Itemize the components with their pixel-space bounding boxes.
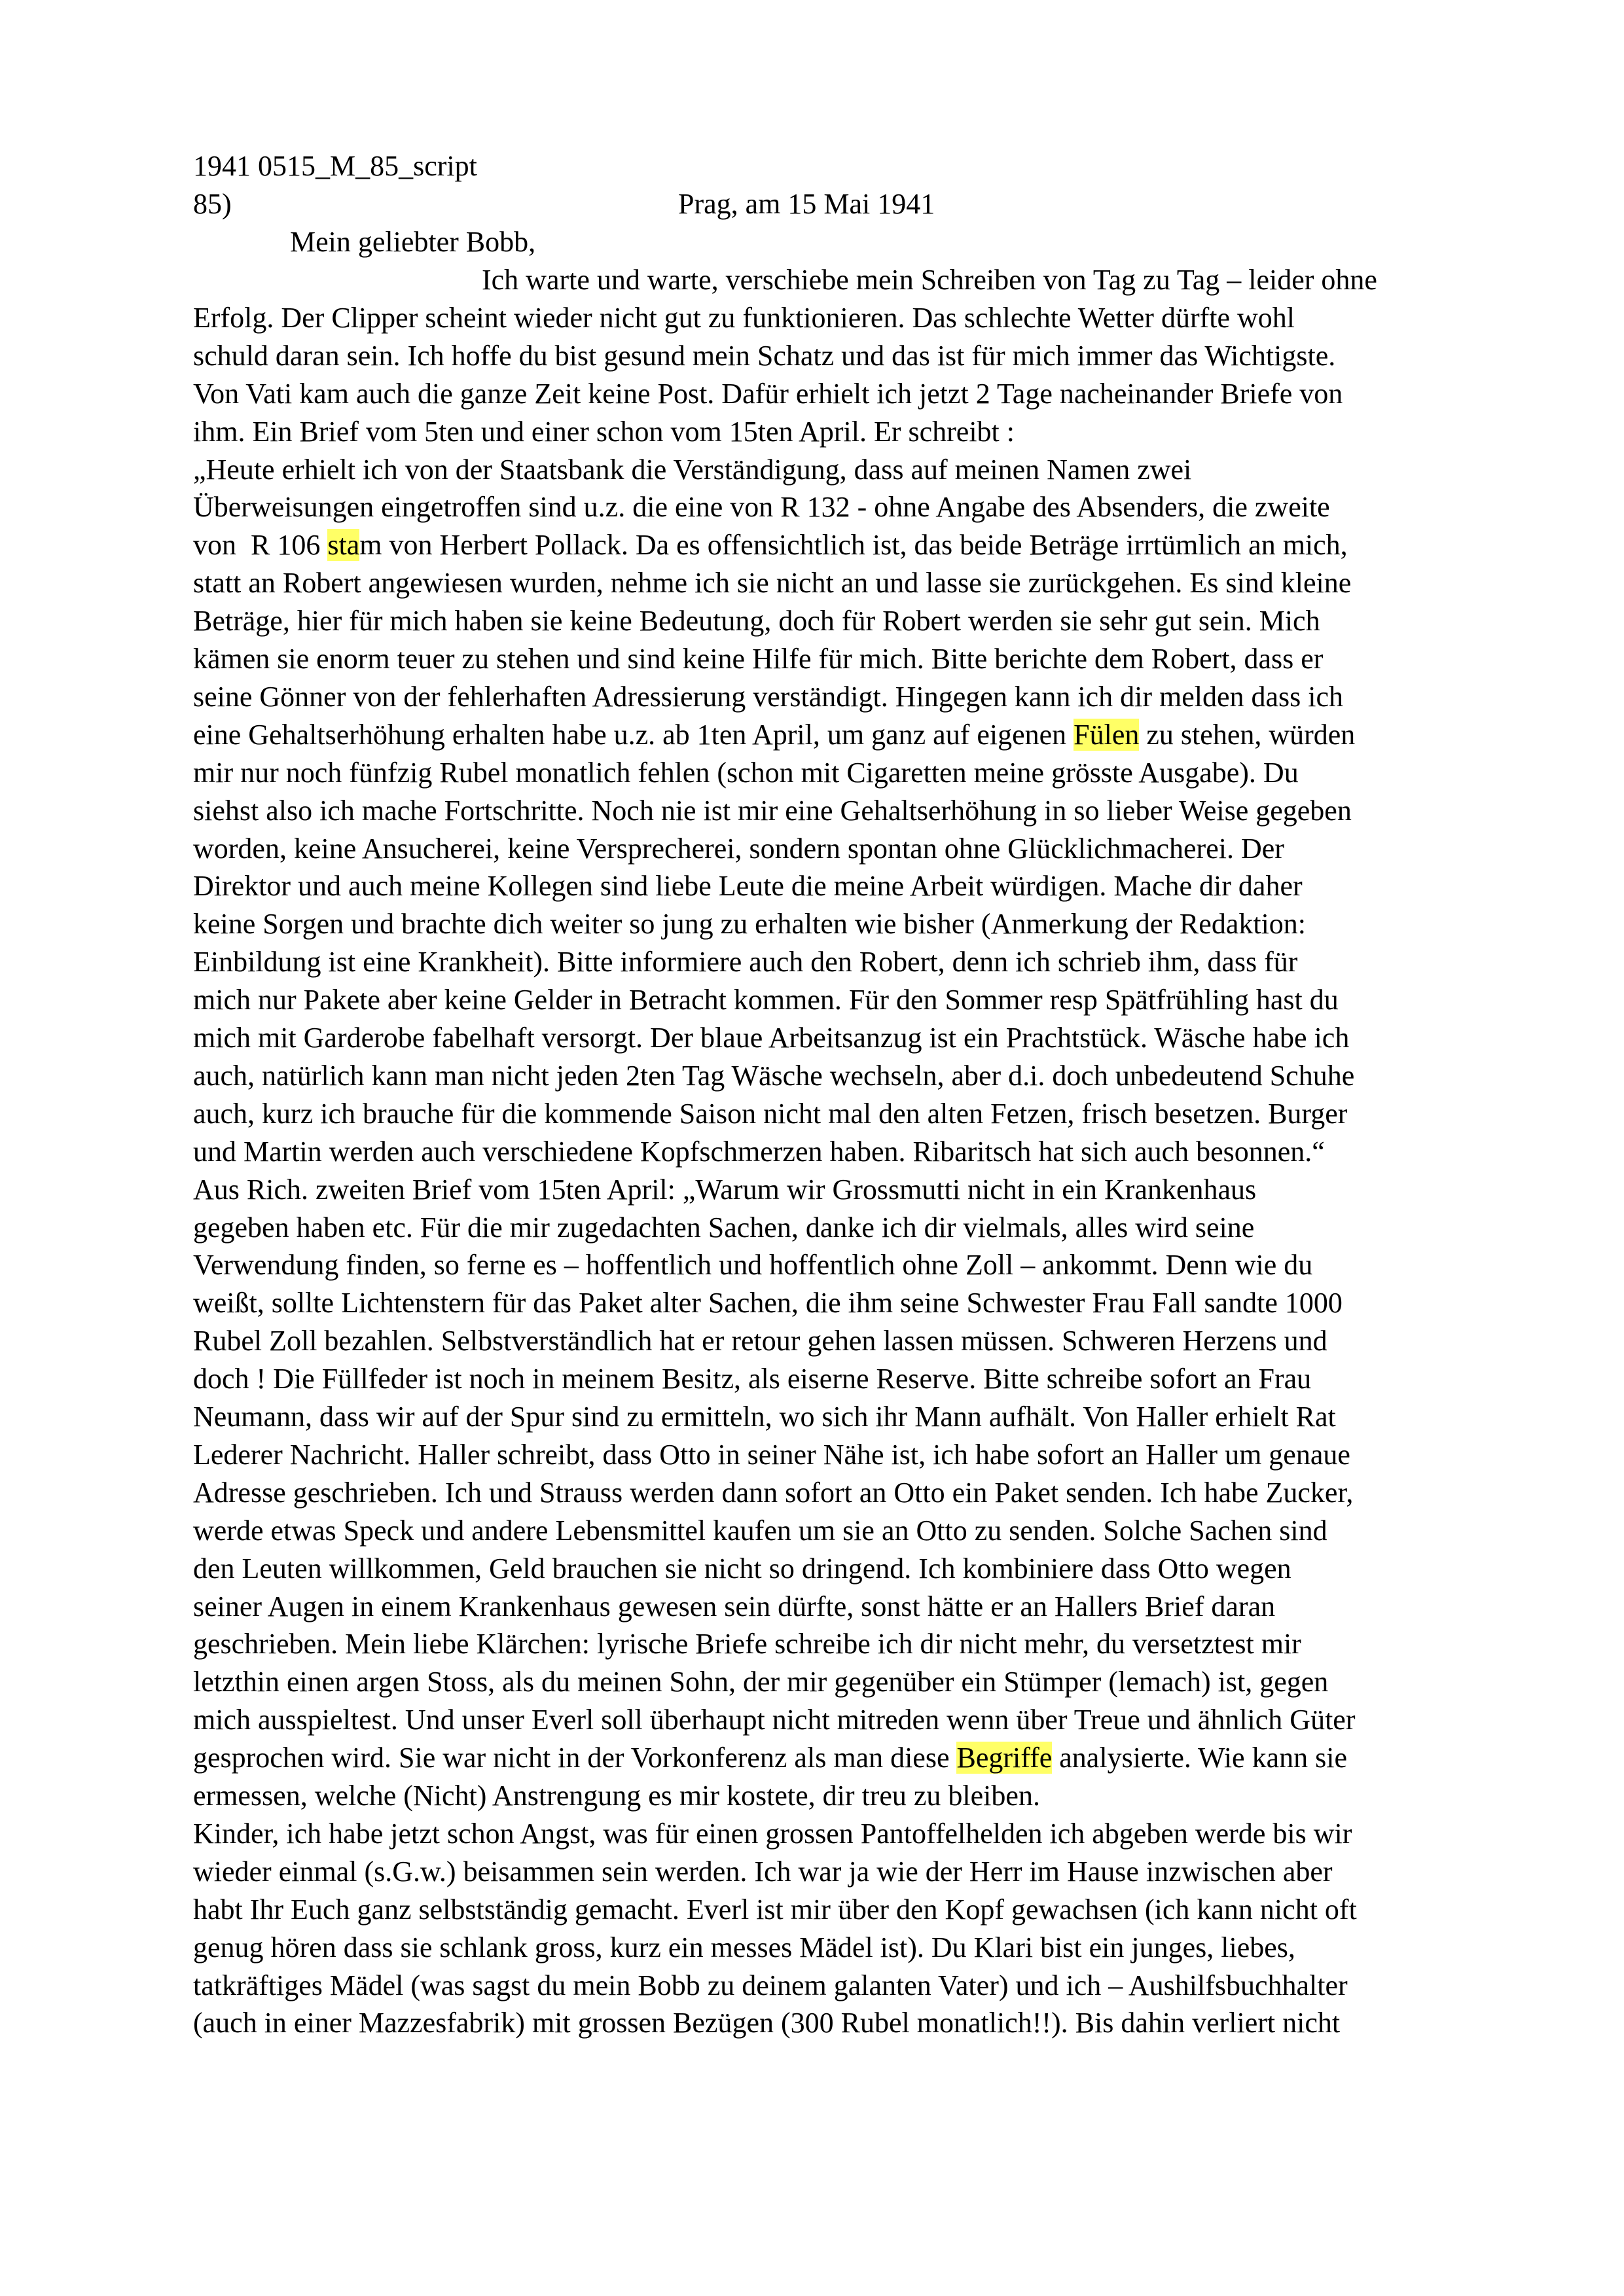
highlighted-word: Begriffe xyxy=(956,1742,1053,1774)
text-line: kämen sie enorm teuer zu stehen und sind keine Hilfe für mich. Bitte berichte dem Robert, dass er xyxy=(193,643,1324,675)
text-line: worden, keine Ansucherei, keine Versprecherei, sondern spontan ohne Glücklichmacherei. Der xyxy=(193,833,1284,865)
text-line: habt Ihr Euch ganz selbstständig gemacht. Everl ist mir über den Kopf gewachsen (ich kann nicht oft xyxy=(193,1893,1357,1926)
highlighted-word: sta xyxy=(327,529,360,561)
text-line xyxy=(193,717,1355,753)
text-line xyxy=(193,527,1348,564)
text-line: Direktor und auch meine Kollegen sind liebe Leute die meine Arbeit würdigen. Mache dir daher xyxy=(193,870,1303,902)
text-line: tatkräftiges Mädel (was sagst du mein Bobb zu deinem galanten Vater) und ich – Aushilfsbuchhalter xyxy=(193,1969,1348,2001)
salutation: Mein geliebter Bobb, xyxy=(290,226,536,258)
text-line: keine Sorgen und brachte dich weiter so jung zu erhalten wie bisher (Anmerkung der Redaktion: xyxy=(193,908,1307,940)
text-line: statt an Robert angewiesen wurden, nehme ich sie nicht an und lasse sie zurückgehen. Es sind kleine xyxy=(193,567,1352,599)
text-line xyxy=(193,1740,1347,1776)
text-line: und Martin werden auch verschiedene Kopfschmerzen haben. Ribaritsch hat sich auch besonnen.“ xyxy=(193,1136,1325,1168)
text-line: schuld daran sein. Ich hoffe du bist gesund mein Schatz und das ist für mich immer das Wichtigste. xyxy=(193,340,1336,372)
text-line: Überweisungen eingetroffen sind u.z. die eine von R 132 - ohne Angabe des Absenders, die zweite xyxy=(193,491,1330,523)
text-line: ihm. Ein Brief vom 5ten und einer schon vom 15ten April. Er schreibt : xyxy=(193,416,1015,448)
text-line: Neumann, dass wir auf der Spur sind zu ermitteln, wo sich ihr Mann aufhält. Von Haller erhielt Rat xyxy=(193,1401,1336,1433)
text-segment: von R 106 xyxy=(193,529,328,561)
text-line: Erfolg. Der Clipper scheint wieder nicht gut zu funktionieren. Das schlechte Wetter dürfte wohl xyxy=(193,302,1295,334)
text-line: Von Vati kam auch die ganze Zeit keine Post. Dafür erhielt ich jetzt 2 Tage nacheinander Briefe von xyxy=(193,378,1343,410)
text-line: gegeben haben etc. Für die mir zugedachten Sachen, danke ich dir vielmals, alles wird seine xyxy=(193,1211,1255,1244)
text-line: auch, natürlich kann man nicht jeden 2ten Tag Wäsche wechseln, aber d.i. doch unbedeutend Schuhe xyxy=(193,1060,1355,1092)
text-line: Kinder, ich habe jetzt schon Angst, was für einen grossen Pantoffelhelden ich abgeben werde bis wir xyxy=(193,1818,1352,1850)
text-line: ermessen, welche (Nicht) Anstrengung es mir kostete, dir treu zu bleiben. xyxy=(193,1780,1040,1812)
text-segment: eine Gehaltserhöhung erhalten habe u.z. ab 1ten April, um ganz auf eigenen xyxy=(193,719,1074,751)
text-segment: gesprochen wird. Sie war nicht in der Vorkonferenz als man diese xyxy=(193,1742,957,1774)
text-line: Lederer Nachricht. Haller schreibt, dass Otto in seiner Nähe ist, ich habe sofort an Haller um genaue xyxy=(193,1439,1350,1471)
document-id: 1941 0515_M_85_script xyxy=(193,150,477,182)
letter-number: 85) xyxy=(193,188,232,220)
text-line: weißt, sollte Lichtenstern für das Paket alter Sachen, die ihm seine Schwester Frau Fall sandte 1000 xyxy=(193,1287,1343,1319)
text-line: Verwendung finden, so ferne es – hoffentlich und hoffentlich ohne Zoll – ankommt. Denn wie du xyxy=(193,1249,1313,1281)
text-line: seiner Augen in einem Krankenhaus gewesen sein dürfte, sonst hätte er an Hallers Brief daran xyxy=(193,1590,1276,1623)
text-segment: zu stehen, würden xyxy=(1139,719,1356,751)
text-line: wieder einmal (s.G.w.) beisammen sein werden. Ich war ja wie der Herr im Hause inzwischen aber xyxy=(193,1856,1333,1888)
text-line: Adresse geschrieben. Ich und Strauss werden dann sofort an Otto ein Paket senden. Ich habe Zucker, xyxy=(193,1477,1354,1509)
highlighted-word: Fülen xyxy=(1074,719,1140,751)
text-line: Beträge, hier für mich haben sie keine Bedeutung, doch für Robert werden sie sehr gut sein. Mich xyxy=(193,605,1320,637)
text-segment: m von Herbert Pollack. Da es offensichtlich ist, das beide Beträge irrtümlich an mich, xyxy=(359,529,1348,561)
text-line: den Leuten willkommen, Geld brauchen sie nicht so dringend. Ich kombiniere dass Otto wegen xyxy=(193,1552,1291,1585)
text-line: Ich warte und warte, verschiebe mein Schreiben von Tag zu Tag – leider ohne xyxy=(482,264,1377,296)
text-line: Rubel Zoll bezahlen. Selbstverständlich hat er retour gehen lassen müssen. Schweren Herzens und xyxy=(193,1325,1327,1357)
text-line: Einbildung ist eine Krankheit). Bitte informiere auch den Robert, denn ich schrieb ihm, dass für xyxy=(193,946,1298,978)
text-line: werde etwas Speck und andere Lebensmittel kaufen um sie an Otto zu senden. Solche Sachen sind xyxy=(193,1515,1327,1547)
text-line: doch ! Die Füllfeder ist noch in meinem Besitz, als eiserne Reserve. Bitte schreibe sofort an Frau xyxy=(193,1363,1312,1395)
text-line: siehst also ich mache Fortschritte. Noch nie ist mir eine Gehaltserhöhung in so lieber Weise gegeben xyxy=(193,795,1352,827)
text-line: (auch in einer Mazzesfabrik) mit grossen Bezügen (300 Rubel monatlich!!). Bis dahin verliert nicht xyxy=(193,2007,1341,2039)
text-line: mich nur Pakete aber keine Gelder in Betracht kommen. Für den Sommer resp Spätfrühling hast du xyxy=(193,984,1339,1016)
place-date: Prag, am 15 Mai 1941 xyxy=(678,188,935,220)
text-line: mich ausspieltest. Und unser Everl soll überhaupt nicht mitreden wenn über Treue und ähnlich Güter xyxy=(193,1704,1356,1736)
text-line: Aus Rich. zweiten Brief vom 15ten April: „Warum wir Grossmutti nicht in ein Krankenhaus xyxy=(193,1174,1257,1206)
text-line: seine Gönner von der fehlerhaften Adressierung verständigt. Hingegen kann ich dir melden dass ich xyxy=(193,681,1344,713)
text-line: mir nur noch fünfzig Rubel monatlich fehlen (schon mit Cigaretten meine grösste Ausgabe). Du xyxy=(193,757,1299,789)
text-line: auch, kurz ich brauche für die kommende Saison nicht mal den alten Fetzen, frisch besetzen. Burger xyxy=(193,1098,1348,1130)
text-line: letzthin einen argen Stoss, als du meinen Sohn, der mir gegenüber ein Stümper (lemach) ist, gegen xyxy=(193,1666,1329,1698)
text-line: mich mit Garderobe fabelhaft versorgt. Der blaue Arbeitsanzug ist ein Prachtstück. Wäsche habe ich xyxy=(193,1022,1350,1054)
text-line: genug hören dass sie schlank gross, kurz ein messes Mädel ist). Du Klari bist ein junges, liebes, xyxy=(193,1931,1295,1964)
text-line: geschrieben. Mein liebe Klärchen: lyrische Briefe schreibe ich dir nicht mehr, du versetztest mir xyxy=(193,1628,1301,1660)
text-segment: analysierte. Wie kann sie xyxy=(1052,1742,1347,1774)
text-line: „Heute erhielt ich von der Staatsbank die Verständigung, dass auf meinen Namen zwei xyxy=(193,454,1192,486)
